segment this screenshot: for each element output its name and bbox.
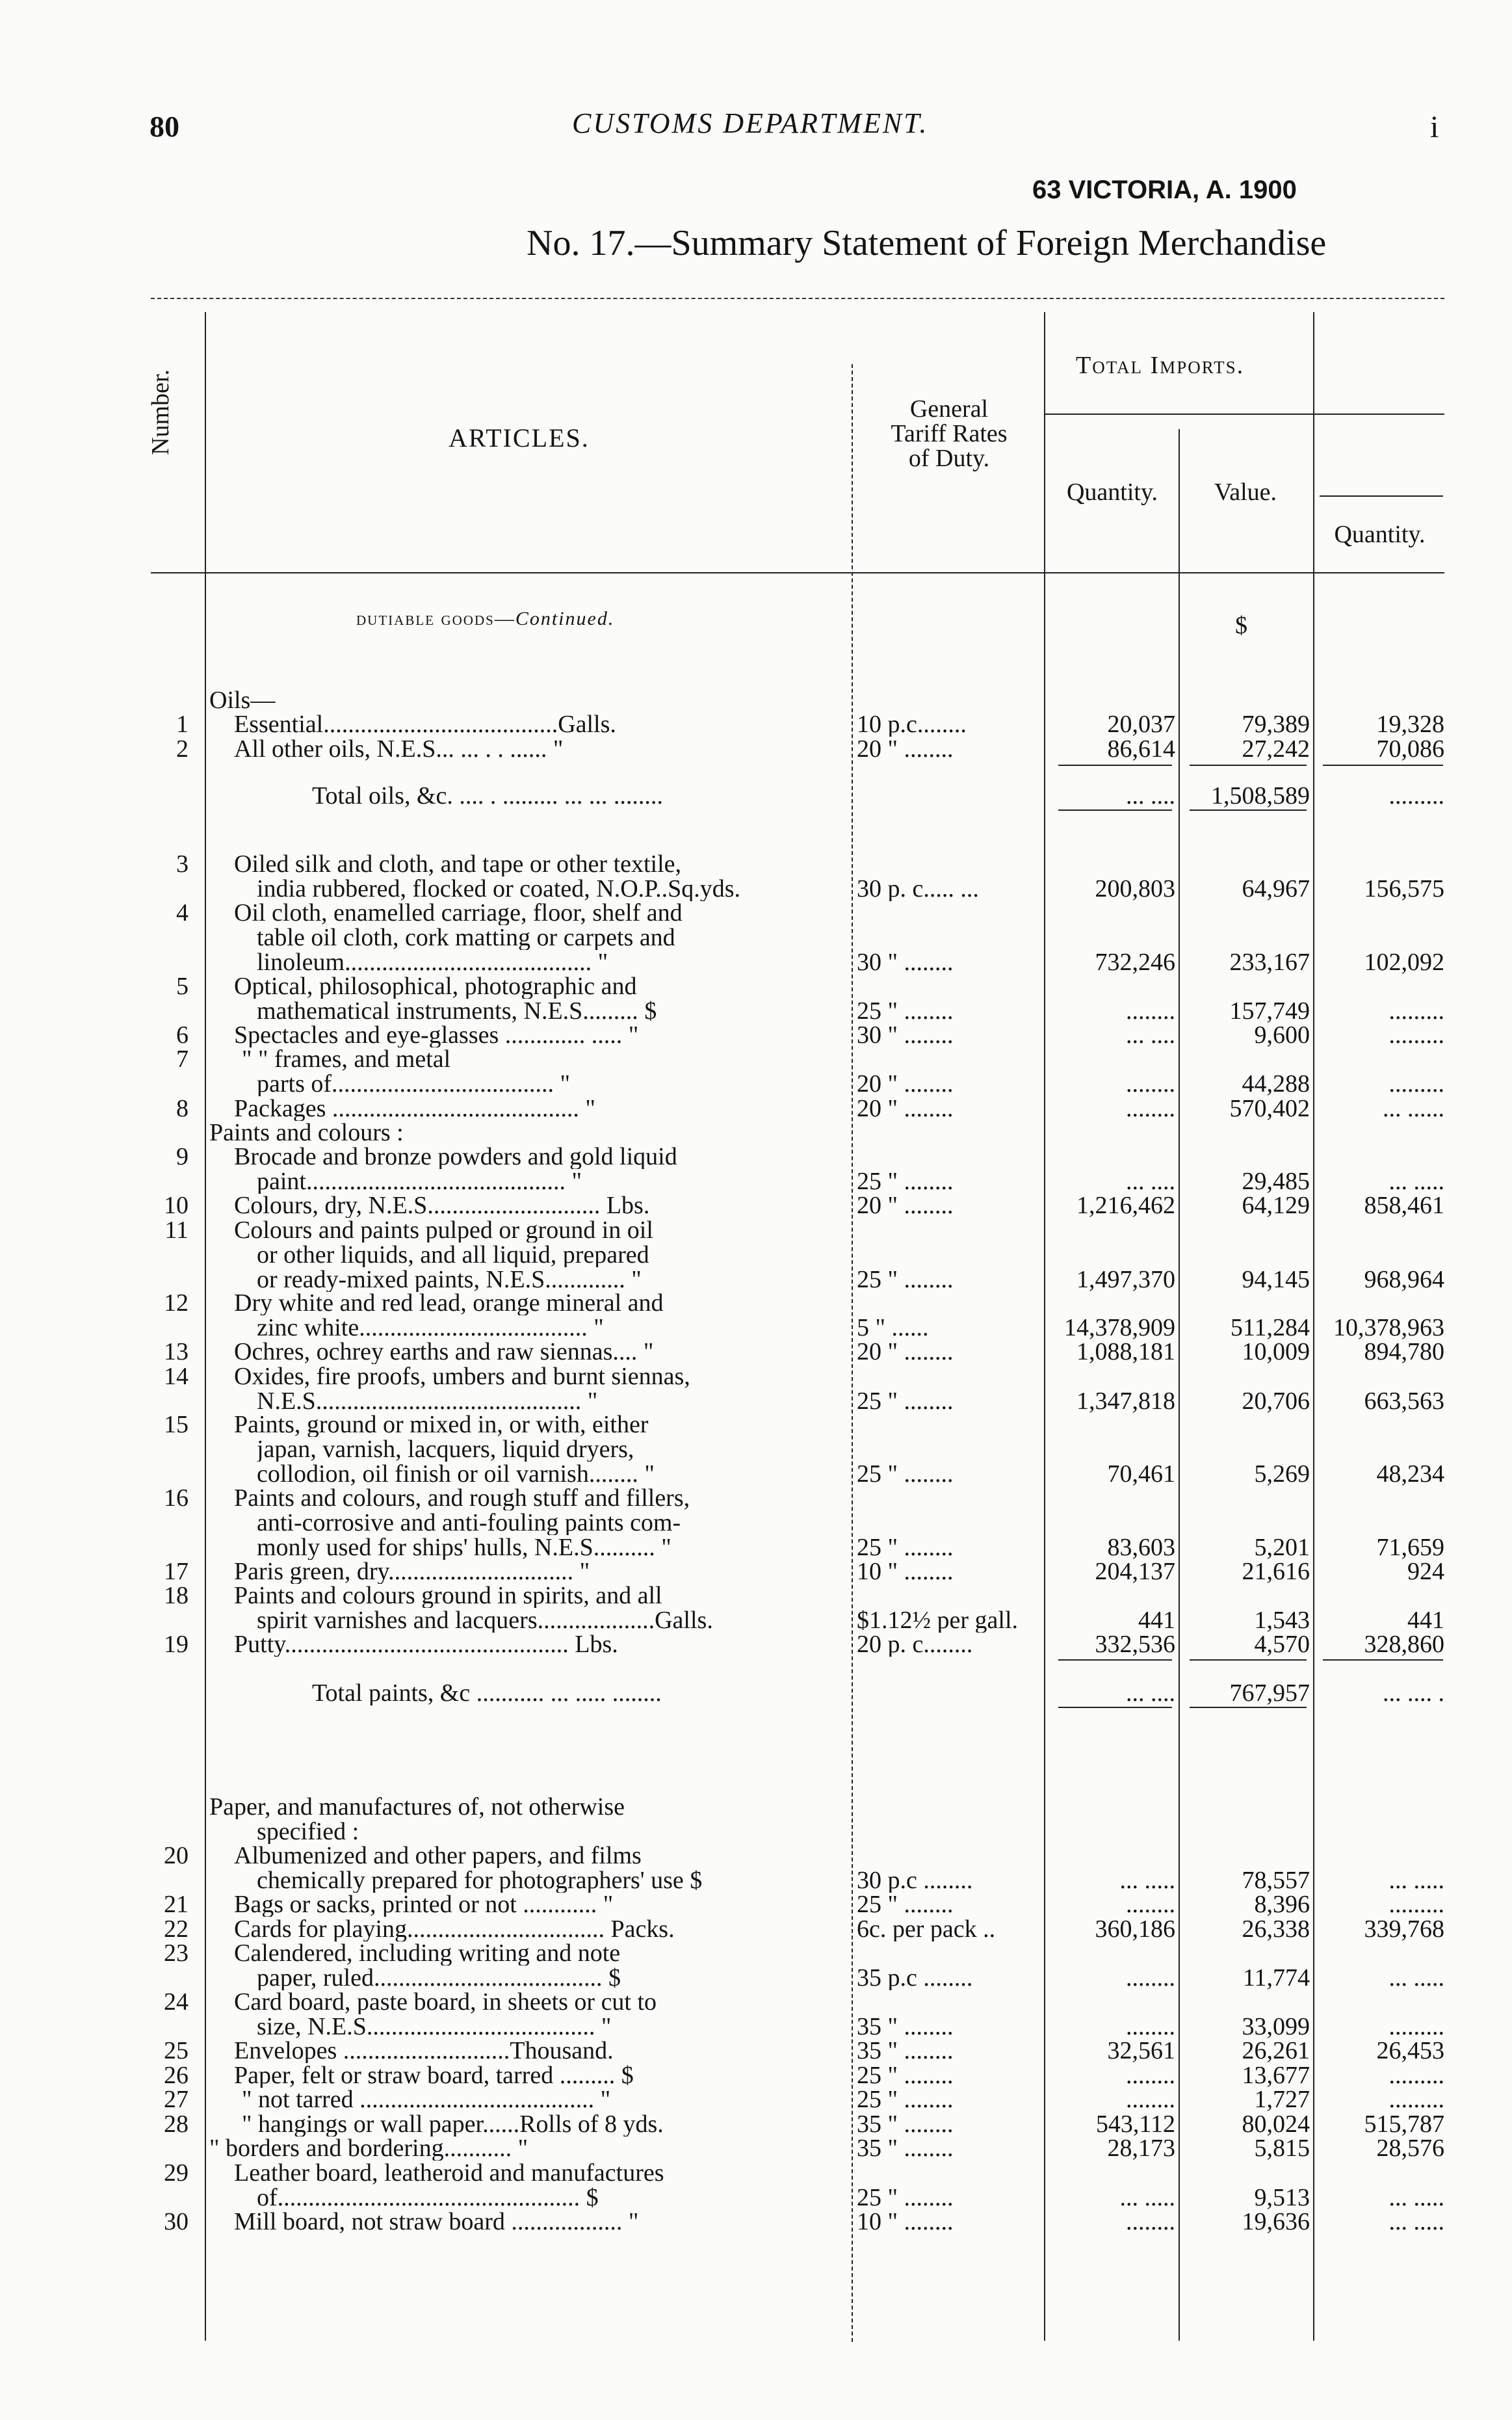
quantity2-cell: ......... [1388, 783, 1444, 808]
value-cell: 64,129 [1242, 1193, 1310, 1218]
total-rule-paints-qty [1058, 1659, 1172, 1661]
column-heading-quantity-2: Quantity. [1334, 521, 1426, 548]
section-heading-text: dutiable goods— [356, 608, 515, 629]
row-number: 13 [164, 1338, 189, 1365]
article-text: Oil cloth, enamelled carriage, floor, shelf and [234, 901, 683, 925]
article-text: Oiled silk and cloth, and tape or other textile, [234, 852, 682, 876]
dollar-sign: $ [1235, 612, 1247, 639]
quantity2-cell: 48,234 [1376, 1462, 1444, 1486]
article-text: Spectacles and eye-glasses ............. ..... " [234, 1023, 639, 1047]
value-cell: 21,616 [1242, 1559, 1310, 1584]
row-number: 26 [164, 2062, 189, 2089]
value-cell: 26,338 [1242, 1917, 1310, 1941]
value-cell: 1,727 [1254, 2087, 1310, 2112]
article-text: Envelopes ...........................Thousand. [234, 2038, 614, 2063]
tariff-rate: 20 " ........ [857, 1193, 954, 1218]
section-mark: i [1430, 110, 1439, 144]
value-cell: 11,774 [1242, 1966, 1310, 1990]
tariff-rate: 5 " ...... [857, 1315, 929, 1340]
row-number: 25 [164, 2037, 189, 2064]
total-rule-oils-qty2 [1323, 765, 1443, 766]
quantity2-cell: ......... [1388, 999, 1444, 1023]
tariff-rate: 35 " ........ [857, 2136, 954, 2161]
article-text: japan, varnish, lacquers, liquid dryers, [257, 1437, 634, 1462]
quantity-cell: ........ [1126, 2209, 1175, 2234]
tariff-rate: 20 p. c........ [857, 1632, 973, 1657]
article-text: Total paints, &c ........... ... ..... ........ [312, 1681, 662, 1705]
quantity-cell: 441 [1138, 1608, 1175, 1633]
row-number: 23 [164, 1940, 189, 1967]
article-text: Optical, philosophical, photographic and [234, 974, 637, 999]
article-text: Packages ........................................ " [234, 1096, 595, 1121]
article-text: Oxides, fire proofs, umbers and burnt siennas, [234, 1364, 690, 1389]
top-rule [151, 298, 1444, 299]
quantity-cell: 83,603 [1107, 1535, 1175, 1560]
article-text: Essential......................................Galls. [234, 712, 616, 737]
quantity2-cell: 515,787 [1364, 2112, 1444, 2137]
quantity2-cell: 924 [1407, 1559, 1444, 1584]
quantity2-cell: 70,086 [1376, 737, 1444, 761]
quantity2-cell: 26,453 [1376, 2038, 1444, 2063]
page-number: 80 [150, 110, 179, 143]
row-number: 10 [164, 1192, 189, 1219]
total-rule-oils-qty [1058, 765, 1172, 766]
quantity-cell: 1,347,818 [1076, 1389, 1175, 1414]
article-text: " borders and bordering........... " [209, 2136, 528, 2161]
quantity2-rule [1320, 495, 1443, 497]
quantity-cell: ... .... [1126, 1681, 1175, 1705]
quantity-cell: ... .... [1126, 1169, 1175, 1194]
article-text: Mill board, not straw board .................. " [234, 2209, 639, 2234]
column-divider-value [1313, 312, 1314, 2341]
article-text: Dry white and red lead, orange mineral and [234, 1291, 664, 1315]
value-cell: 78,557 [1242, 1868, 1310, 1893]
tariff-rate: $1.12½ per gall. [857, 1608, 1019, 1633]
quantity-cell: 1,088,181 [1076, 1339, 1175, 1364]
quantity-cell: ........ [1126, 1096, 1175, 1121]
row-number: 24 [164, 1988, 189, 2016]
tariff-rate: 6c. per pack .. [857, 1917, 996, 1941]
article-text: size, N.E.S..................................... " [257, 2014, 612, 2039]
article-text: " not tarred ...................................... " [242, 2087, 611, 2112]
article-text: monly used for ships' hulls, N.E.S.......... " [257, 1535, 671, 1560]
total-rule-oils-val [1190, 765, 1307, 766]
article-text: Colours, dry, N.E.S............................ Lbs. [234, 1193, 650, 1218]
column-divider-number [205, 312, 206, 2341]
quantity-cell: ........ [1126, 999, 1175, 1023]
value-cell: 29,485 [1242, 1169, 1310, 1194]
column-heading-articles: ARTICLES. [449, 423, 590, 453]
article-text: Paints and colours ground in spirits, and all [234, 1583, 662, 1608]
article-text: Paints, ground or mixed in, or with, either [234, 1412, 649, 1437]
quantity2-cell: 663,563 [1364, 1389, 1444, 1414]
tariff-rate: 20 " ........ [857, 1096, 954, 1121]
quantity2-cell: 441 [1407, 1608, 1444, 1633]
tariff-rate: 25 " ........ [857, 1389, 954, 1414]
column-divider-quantity [1179, 429, 1180, 2341]
header-rule [151, 572, 1444, 573]
article-text: or other liquids, and all liquid, prepared [257, 1243, 649, 1267]
article-text: Calendered, including writing and note [234, 1941, 621, 1966]
column-divider-tariff [1044, 312, 1045, 2341]
article-text: Albumenized and other papers, and films [234, 1843, 642, 1868]
article-text: Brocade and bronze powders and gold liquid [234, 1144, 677, 1169]
article-text: Paints and colours, and rough stuff and fillers, [234, 1486, 690, 1510]
tariff-rate: 25 " ........ [857, 1535, 954, 1560]
row-number: 16 [164, 1484, 189, 1512]
tariff-rate: 35 p.c ........ [857, 1966, 973, 1990]
tariff-rate: 25 " ........ [857, 2063, 954, 2088]
row-number: 3 [176, 850, 189, 878]
quantity-cell: ... .... [1126, 783, 1175, 808]
value-cell: 1,508,589 [1211, 783, 1310, 808]
article-text: of................................................. $ [257, 2185, 599, 2210]
tariff-heading-line-1: General [909, 395, 989, 423]
tariff-rate: 20 " ........ [857, 1072, 954, 1096]
article-text: india rubbered, flocked or coated, N.O.P..Sq.yds. [257, 876, 741, 901]
row-number: 7 [176, 1046, 189, 1073]
value-cell: 13,677 [1242, 2063, 1310, 2088]
tariff-rate: 25 " ........ [857, 1169, 954, 1194]
row-number: 8 [176, 1095, 189, 1122]
value-cell: 570,402 [1229, 1096, 1310, 1121]
total-rule-paints-qty-b [1058, 1707, 1172, 1708]
quantity2-cell: ......... [1388, 1072, 1444, 1096]
article-text: linoleum........................................ " [257, 950, 608, 975]
article-text: Paris green, dry.............................. " [234, 1559, 590, 1584]
total-imports-rule [1045, 414, 1444, 415]
tariff-rate: 10 " ........ [857, 1559, 954, 1584]
article-text: Card board, paste board, in sheets or cut to [234, 1990, 657, 2014]
quantity2-cell: ... ..... [1388, 1966, 1444, 1990]
quantity2-cell: 339,768 [1364, 1917, 1444, 1941]
article-text: All other oils, N.E.S... ... . . ...... " [234, 737, 564, 761]
quantity2-cell: 19,328 [1376, 712, 1444, 737]
value-cell: 9,513 [1254, 2185, 1310, 2210]
column-heading-tariff [865, 397, 1034, 471]
quantity-cell: 32,561 [1107, 2038, 1175, 2063]
quantity2-cell: 968,964 [1364, 1267, 1444, 1292]
tariff-rate: 35 " ........ [857, 2038, 954, 2063]
tariff-rate: 10 " ........ [857, 2209, 954, 2234]
article-text: parts of.................................... " [257, 1072, 571, 1096]
column-heading-number: Number. [147, 369, 174, 455]
tariff-rate: 30 " ........ [857, 1023, 954, 1047]
tariff-rate: 25 " ........ [857, 2185, 954, 2210]
row-number: 15 [164, 1411, 189, 1438]
article-text: specified : [257, 1819, 359, 1844]
quantity-cell: ........ [1126, 1966, 1175, 1990]
quantity2-cell: 10,378,963 [1333, 1315, 1444, 1340]
article-text: Ochres, ochrey earths and raw siennas.... " [234, 1339, 654, 1364]
table-title: No. 17.—Summary Statement of Foreign Merchandise [527, 223, 1327, 263]
quantity-cell: 200,803 [1095, 876, 1175, 901]
article-text: Putty.............................................. Lbs. [234, 1632, 618, 1657]
article-text: Bags or sacks, printed or not ............ " [234, 1892, 614, 1917]
article-text: Cards for playing................................ Packs. [234, 1917, 675, 1941]
row-number: 28 [164, 2111, 189, 2138]
article-text: anti-corrosive and anti-fouling paints com- [257, 1510, 681, 1535]
quantity-cell: 20,037 [1107, 712, 1175, 737]
quantity2-cell: ......... [1388, 1023, 1444, 1047]
row-number: 29 [164, 2159, 189, 2187]
value-cell: 233,167 [1229, 950, 1310, 975]
row-number: 30 [164, 2208, 189, 2235]
tariff-rate: 35 " ........ [857, 2112, 954, 2137]
article-text: Paper, and manufactures of, not otherwise [209, 1795, 625, 1819]
tariff-rate: 20 " ........ [857, 737, 954, 761]
tariff-heading-line-3: of Duty. [908, 445, 990, 472]
quantity2-cell: 328,860 [1364, 1632, 1444, 1657]
value-cell: 5,269 [1254, 1462, 1310, 1486]
total-rule-oils-val-b [1190, 809, 1307, 811]
total-rule-oils-qty-b [1058, 809, 1172, 811]
quantity-cell: 1,216,462 [1076, 1193, 1175, 1218]
quantity-cell: 732,246 [1095, 950, 1175, 975]
quantity2-cell: 156,575 [1364, 876, 1444, 901]
tariff-rate: 10 p.c........ [857, 712, 967, 737]
value-cell: 5,201 [1254, 1535, 1310, 1560]
value-cell: 4,570 [1254, 1632, 1310, 1657]
article-text: paper, ruled..................................... $ [257, 1966, 621, 1990]
article-text: or ready-mixed paints, N.E.S............. " [257, 1267, 642, 1292]
quantity2-cell: ......... [1388, 2014, 1444, 2039]
quantity-cell: 86,614 [1107, 737, 1175, 761]
article-text: N.E.S........................................... " [257, 1389, 598, 1414]
row-number: 27 [164, 2086, 189, 2113]
tariff-rate: 30 p. c..... ... [857, 876, 979, 901]
row-number: 1 [176, 711, 189, 738]
quantity2-cell: ... ..... [1388, 2185, 1444, 2210]
total-rule-paints-val-b [1190, 1707, 1307, 1708]
running-title: CUSTOMS DEPARTMENT. [572, 107, 929, 139]
quantity-cell: ........ [1126, 2087, 1175, 2112]
quantity-cell: ........ [1126, 2063, 1175, 2088]
tariff-rate: 20 " ........ [857, 1339, 954, 1364]
value-cell: 79,389 [1242, 712, 1310, 737]
row-number: 22 [164, 1915, 189, 1943]
row-number: 6 [176, 1021, 189, 1049]
quantity2-cell: ......... [1388, 2087, 1444, 2112]
row-number: 20 [164, 1842, 189, 1869]
article-text: Paints and colours : [209, 1120, 404, 1145]
article-text: zinc white..................................... " [257, 1315, 604, 1340]
quantity-cell: 543,112 [1095, 2112, 1175, 2137]
article-text: spirit varnishes and lacquers...................Galls. [257, 1608, 713, 1633]
value-cell: 33,099 [1242, 2014, 1310, 2039]
article-text: collodion, oil finish or oil varnish........ " [257, 1462, 655, 1486]
quantity-cell: 28,173 [1107, 2136, 1175, 2161]
value-cell: 27,242 [1242, 737, 1310, 761]
session-label: 63 VICTORIA, A. 1900 [1032, 176, 1297, 204]
article-text: paint.......................................... " [257, 1169, 582, 1194]
quantity-cell: ........ [1126, 2014, 1175, 2039]
column-divider-articles [852, 364, 853, 2342]
quantity-cell: 14,378,909 [1064, 1315, 1175, 1340]
quantity2-cell: ... ..... [1388, 1169, 1444, 1194]
quantity2-cell: ......... [1388, 2063, 1444, 2088]
value-cell: 5,815 [1254, 2136, 1310, 2161]
quantity2-cell: ... ..... [1388, 2209, 1444, 2234]
column-heading-total-imports: Total Imports. [1076, 352, 1245, 379]
value-cell: 80,024 [1242, 2112, 1310, 2137]
article-text: Paper, felt or straw board, tarred ......... $ [234, 2063, 634, 2088]
value-cell: 64,967 [1242, 876, 1310, 901]
article-text: mathematical instruments, N.E.S......... $ [257, 999, 657, 1023]
tariff-rate: 30 " ........ [857, 950, 954, 975]
quantity2-cell: 858,461 [1364, 1193, 1444, 1218]
row-number: 19 [164, 1631, 189, 1658]
column-heading-quantity: Quantity. [1066, 479, 1158, 506]
quantity-cell: ........ [1126, 1892, 1175, 1917]
quantity2-cell: ... .... . [1383, 1681, 1444, 1705]
value-cell: 94,145 [1242, 1267, 1310, 1292]
article-text: chemically prepared for photographers' use $ [257, 1868, 703, 1893]
quantity-cell: ... ..... [1119, 1868, 1175, 1893]
quantity2-cell: ... ...... [1383, 1096, 1444, 1121]
row-number: 21 [164, 1891, 189, 1918]
quantity2-cell: 102,092 [1364, 950, 1444, 975]
quantity-cell: 332,536 [1095, 1632, 1175, 1657]
quantity2-cell: 28,576 [1376, 2136, 1444, 2161]
article-text: " hangings or wall paper......Rolls of 8 yds. [242, 2112, 664, 2137]
row-number: 14 [164, 1363, 189, 1390]
quantity-cell: ... ..... [1119, 2185, 1175, 2210]
tariff-rate: 25 " ........ [857, 1892, 954, 1917]
total-rule-paints-val [1190, 1659, 1307, 1661]
row-number: 5 [176, 973, 189, 1000]
value-cell: 20,706 [1242, 1389, 1310, 1414]
row-number: 11 [164, 1217, 189, 1244]
value-cell: 157,749 [1229, 999, 1310, 1023]
tariff-rate: 35 " ........ [857, 2014, 954, 2039]
quantity2-cell: ... ..... [1388, 1868, 1444, 1893]
row-number: 4 [176, 899, 189, 927]
value-cell: 1,543 [1254, 1608, 1310, 1633]
value-cell: 767,957 [1229, 1681, 1310, 1705]
article-text: Total oils, &c. .... . ......... ... ... ........ [312, 783, 663, 808]
total-rule-paints-qty2 [1323, 1659, 1443, 1661]
quantity-cell: 70,461 [1107, 1462, 1175, 1486]
article-text: Oils— [209, 688, 276, 713]
column-heading-value: Value. [1214, 479, 1277, 506]
row-number: 2 [176, 735, 189, 763]
quantity-cell: ........ [1126, 1072, 1175, 1096]
row-number: 9 [176, 1143, 189, 1170]
quantity2-cell: 894,780 [1364, 1339, 1444, 1364]
row-number: 12 [164, 1289, 189, 1317]
tariff-rate: 25 " ........ [857, 999, 954, 1023]
quantity-cell: 1,497,370 [1076, 1267, 1175, 1292]
value-cell: 10,009 [1242, 1339, 1310, 1364]
article-text: Leather board, leatheroid and manufactures [234, 2161, 664, 2185]
value-cell: 19,636 [1242, 2209, 1310, 2234]
quantity-cell: 360,186 [1095, 1917, 1175, 1941]
row-number: 17 [164, 1558, 189, 1585]
quantity-cell: 204,137 [1095, 1559, 1175, 1584]
tariff-heading-line-2: Tariff Rates [891, 420, 1008, 447]
article-text: table oil cloth, cork matting or carpets and [257, 925, 675, 950]
tariff-rate: 25 " ........ [857, 2087, 954, 2112]
section-heading [356, 608, 614, 630]
tariff-rate: 30 p.c ........ [857, 1868, 973, 1893]
article-text: " " frames, and metal [242, 1047, 451, 1072]
value-cell: 26,261 [1242, 2038, 1310, 2063]
value-cell: 8,396 [1254, 1892, 1310, 1917]
quantity-cell: ... .... [1126, 1023, 1175, 1047]
tariff-rate: 25 " ........ [857, 1267, 954, 1292]
article-text: Colours and paints pulped or ground in oil [234, 1218, 653, 1243]
value-cell: 511,284 [1230, 1315, 1310, 1340]
quantity2-cell: ......... [1388, 1892, 1444, 1917]
section-heading-continued: Continued. [515, 608, 615, 629]
row-number: 18 [164, 1582, 189, 1609]
value-cell: 9,600 [1254, 1023, 1310, 1047]
quantity2-cell: 71,659 [1376, 1535, 1444, 1560]
tariff-rate: 25 " ........ [857, 1462, 954, 1486]
value-cell: 44,288 [1242, 1072, 1310, 1096]
